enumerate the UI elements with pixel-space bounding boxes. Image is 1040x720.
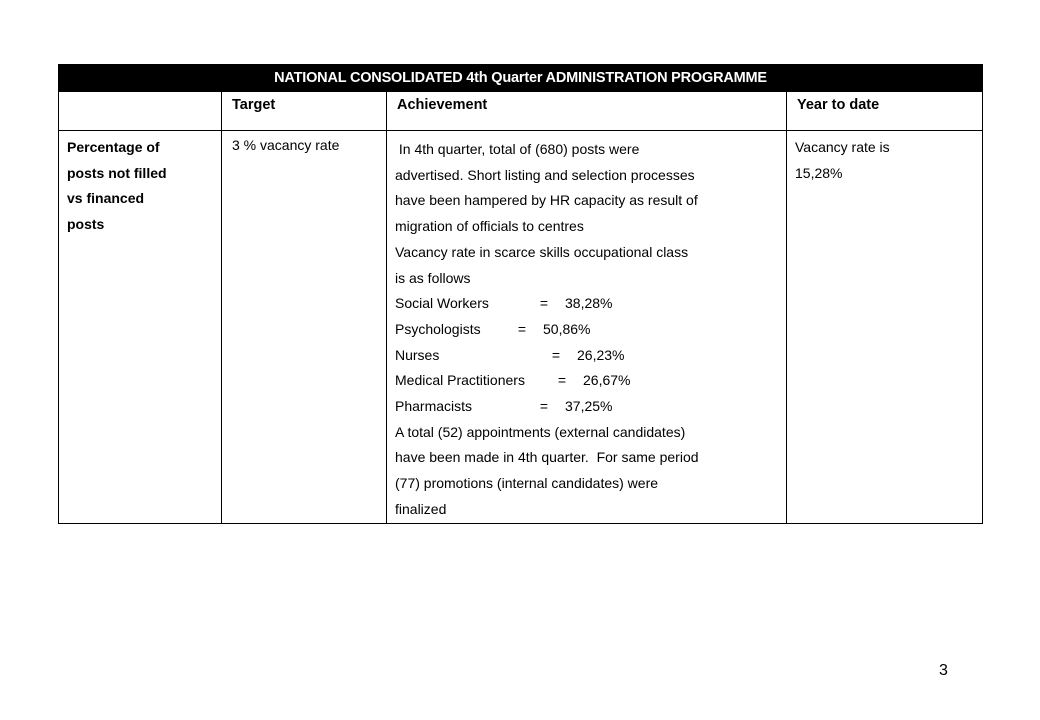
achievement-line: have been made in 4th quarter. For same period [395, 449, 699, 466]
stat-equals: = [551, 346, 561, 363]
target-cell [222, 131, 387, 524]
stat-value: 26,67% [583, 372, 631, 389]
stat-value: 37,25% [565, 398, 613, 415]
administration-programme-table [58, 64, 983, 524]
column-header-row [59, 92, 983, 131]
stat-value: 38,28% [565, 295, 613, 312]
header-indicator [59, 92, 222, 131]
stat-name: Medical Practitioners [395, 372, 525, 389]
stat-value: 50,86% [543, 320, 591, 337]
indicator-line: vs financed [67, 190, 145, 207]
table-title: NATIONAL CONSOLIDATED 4th Quarter ADMINISTRATION PROGRAMME [59, 65, 983, 92]
indicator-line: posts [67, 216, 105, 233]
table-title-row [59, 65, 983, 92]
table-row [59, 131, 983, 524]
stat-name: Nurses [395, 346, 440, 363]
vacancy-stat-medical-practitioners [395, 368, 782, 394]
achievement-line: A total (52) appointments (external candidates) [395, 423, 686, 440]
stat-name: Psychologists [395, 320, 481, 337]
achievement-line: In 4th quarter, total of (680) posts were [395, 141, 640, 157]
stat-name: Social Workers [395, 295, 489, 312]
target-value: 3 % vacancy rate [232, 137, 340, 153]
header-target: Target [222, 92, 387, 131]
stat-equals: = [517, 320, 527, 337]
achievement-line: is as follows [395, 269, 471, 286]
achievement-line: finalized [395, 500, 447, 517]
stat-equals: = [539, 398, 549, 415]
header-achievement: Achievement [387, 92, 787, 131]
ytd-line: Vacancy rate is [795, 139, 890, 155]
stat-name: Pharmacists [395, 398, 473, 415]
vacancy-stat-social-workers [395, 291, 782, 317]
vacancy-stat-psychologists [395, 317, 782, 343]
vacancy-stat-pharmacists [395, 394, 782, 420]
stat-equals: = [557, 372, 567, 389]
achievement-cell [387, 131, 787, 524]
year-to-date-cell [787, 131, 983, 524]
vacancy-stat-nurses [395, 343, 782, 369]
achievement-line: (77) promotions (internal candidates) were [395, 475, 659, 492]
indicator-cell [59, 131, 222, 524]
achievement-line: Vacancy rate in scarce skills occupational class [395, 243, 689, 260]
ytd-line: 15,28% [795, 164, 843, 181]
stat-equals: = [539, 295, 549, 312]
achievement-line: have been hampered by HR capacity as result of [395, 192, 698, 209]
header-year-to-date: Year to date [787, 92, 983, 131]
indicator-line: posts not filled [67, 164, 167, 181]
page-number: 3 [939, 662, 948, 679]
achievement-line: migration of officials to centres [395, 218, 584, 235]
indicator-line: Percentage of [67, 139, 160, 155]
achievement-line: advertised. Short listing and selection processes [395, 166, 695, 183]
stat-value: 26,23% [577, 346, 625, 363]
